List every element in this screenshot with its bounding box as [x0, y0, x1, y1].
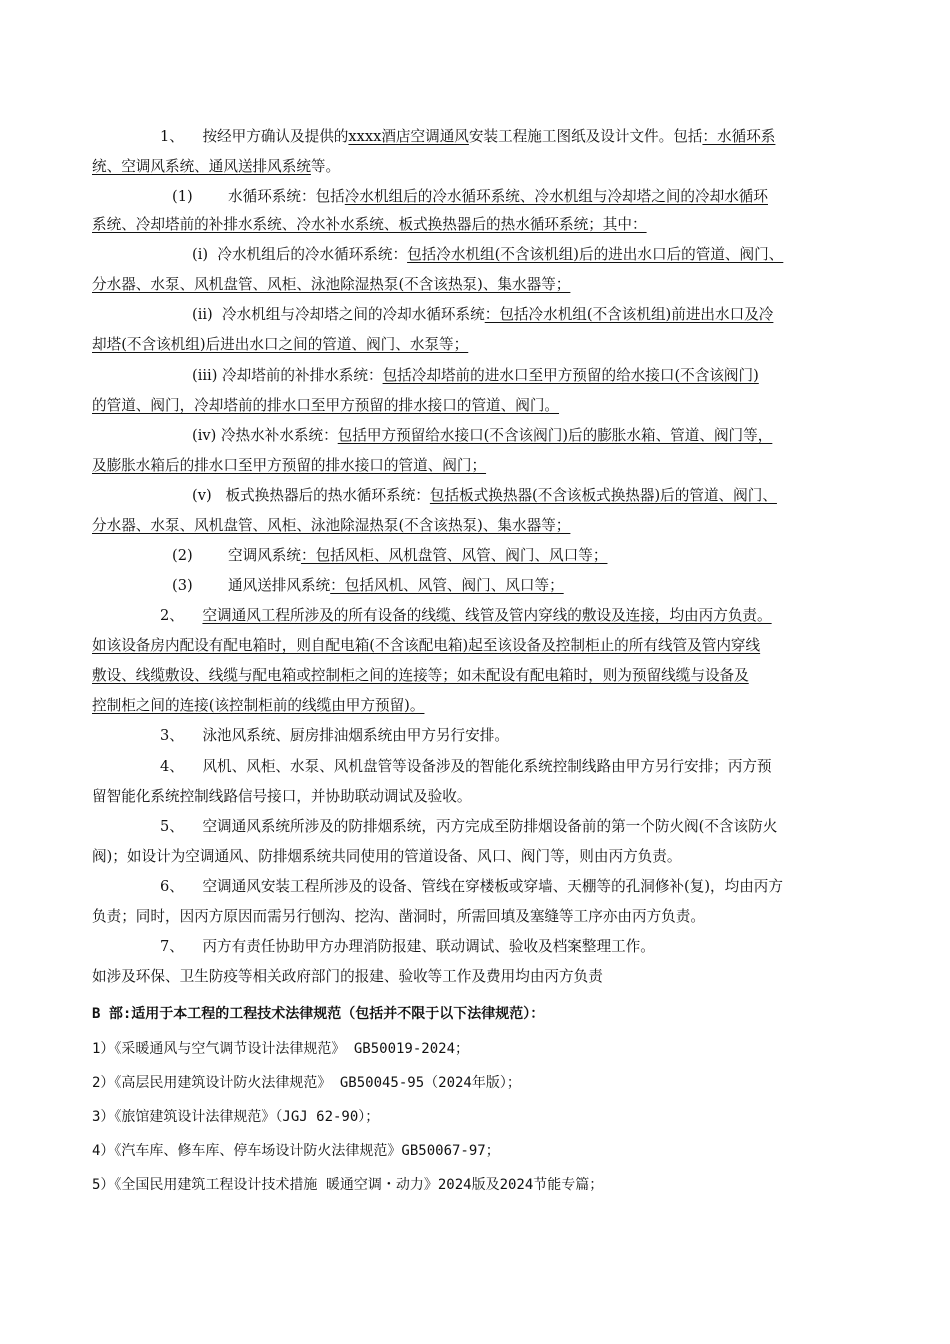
norm-item: 2）《高层民用建筑设计防火法律规范》 GB50045-95（2024年版）；	[92, 1075, 521, 1091]
item-6-line-2: 负责；同时，因丙方原因而需另行刨沟、挖沟、凿洞时，所需回填及塞缝等工序亦由丙方负责。	[92, 908, 705, 925]
norm-item: 3）《旅馆建筑设计法律规范》（JGJ 62-90）；	[92, 1109, 380, 1125]
item-1-line-2: 统、空调风系统、通风送排风系统等。	[92, 158, 341, 175]
sub-3-num: (3)	[172, 577, 193, 594]
item-6-line-1: 6、 空调通风安装工程所涉及的设备、管线在穿楼板或穿墙、天棚等的孔洞修补(复)，均由丙方	[160, 878, 784, 895]
sub-i-line-1: (i) 冷水机组后的冷水循环系统：包括冷水机组(不含该机组)后的进出水口后的管道、阀门、	[192, 246, 784, 263]
sub-ii-line-1: (ii) 冷水机组与冷却塔之间的冷却水循环系统：包括冷水机组(不含该机组)前进出水口及冷	[192, 306, 774, 323]
sub-1-line-2: 系统、冷却塔前的补排水系统、冷水补水系统、板式换热器后的热水循环系统；其中：	[92, 216, 647, 233]
norm-item: 5）《全国民用建筑工程设计技术措施 暖通空调・动力》2024版及2024节能专篇；	[92, 1177, 604, 1193]
item-5-line-2: 阀)；如设计为空调通风、防排烟系统共同使用的管道设备、风口、阀门等，则由丙方负责。	[92, 848, 682, 865]
item-2-line-3: 敷设、线缆敷设、线缆与配电箱或控制柜之间的连接等；如未配设有配电箱时，则为预留线缆与设备及	[92, 667, 749, 684]
sub-ii-line-2: 却塔(不含该机组)后进出水口之间的管道、阀门、水泵等；	[92, 336, 469, 353]
item-5-line-1: 5、 空调通风系统所涉及的防排烟系统，丙方完成至防排烟设备前的第一个防火阀(不含该防火	[160, 818, 778, 835]
item-4-line-1: 4、 风机、风柜、水泵、风机盘管等设备涉及的智能化系统控制线路由甲方另行安排；丙方预	[160, 758, 772, 775]
sub-iv-line-1: (iv) 冷热水补水系统：包括甲方预留给水接口(不含该阀门)后的膨胀水箱、管道、阀门等，	[192, 427, 773, 444]
sub-2-text: 空调风系统：包括风柜、风机盘管、风管、阀门、风口等；	[228, 547, 608, 564]
environment-note: 如涉及环保、卫生防疫等相关政府部门的报建、验收等工作及费用均由丙方负责	[92, 968, 603, 985]
part-b-heading: B 部:适用于本工程的工程技术法律规范（包括并不限于以下法律规范）：	[92, 1006, 545, 1022]
sub-1-line-1: (1)	[172, 188, 193, 205]
sub-1-line-1-text: 水循环系统：包括冷水机组后的冷水循环系统、冷水机组与冷却塔之间的冷却水循环	[228, 188, 768, 205]
sub-2-num: (2)	[172, 547, 193, 564]
norm-item: 4）《汽车库、修车库、停车场设计防火法律规范》GB50067-97；	[92, 1143, 500, 1159]
item-3-line-1: 3、 泳池风系统、厨房排油烟系统由甲方另行安排。	[160, 727, 509, 744]
sub-i-line-2: 分水器、水泵、风机盘管、风柜、泳池除湿热泵(不含该热泵)、集水器等；	[92, 276, 571, 293]
item-2-line-1: 2、 空调通风工程所涉及的所有设备的线缆、线管及管内穿线的敷设及连接，均由丙方负责。	[160, 607, 772, 624]
sub-v-line-1: (v) 板式换热器后的热水循环系统：包括板式换热器(不含该板式换热器)后的管道、阀门、	[192, 487, 777, 504]
norm-item: 1）《采暖通风与空气调节设计法律规范》 GB50019-2024；	[92, 1041, 470, 1057]
item-2-line-4: 控制柜之间的连接(该控制柜前的线缆由甲方预留)。	[92, 697, 425, 714]
sub-iv-line-2: 及膨胀水箱后的排水口至甲方预留的排水接口的管道、阀门；	[92, 457, 487, 474]
sub-iii-line-1: (iii) 冷却塔前的补排水系统：包括冷却塔前的进水口至甲方预留的给水接口(不含该阀门)	[192, 367, 759, 384]
item-7-line-1: 7、 丙方有责任协助甲方办理消防报建、联动调试、验收及档案整理工作。	[160, 938, 655, 955]
sub-v-line-2: 分水器、水泵、风机盘管、风柜、泳池除湿热泵(不含该热泵)、集水器等；	[92, 517, 571, 534]
sub-3-text: 通风送排风系统：包括风机、风管、阀门、风口等；	[228, 577, 564, 594]
item-1-line-1: 1、 按经甲方确认及提供的xxxx酒店空调通风安装工程施工图纸及设计文件。包括：水循环系	[160, 128, 776, 145]
item-4-line-2: 留智能化系统控制线路信号接口，并协助联动调试及验收。	[92, 788, 472, 805]
item-2-line-2: 如该设备房内配设有配电箱时，则自配电箱(不含该配电箱)起至该设备及控制柜止的所有线管及管内穿线	[92, 637, 761, 654]
sub-iii-line-2: 的管道、阀门，冷却塔前的排水口至甲方预留的排水接口的管道、阀门。	[92, 397, 560, 414]
